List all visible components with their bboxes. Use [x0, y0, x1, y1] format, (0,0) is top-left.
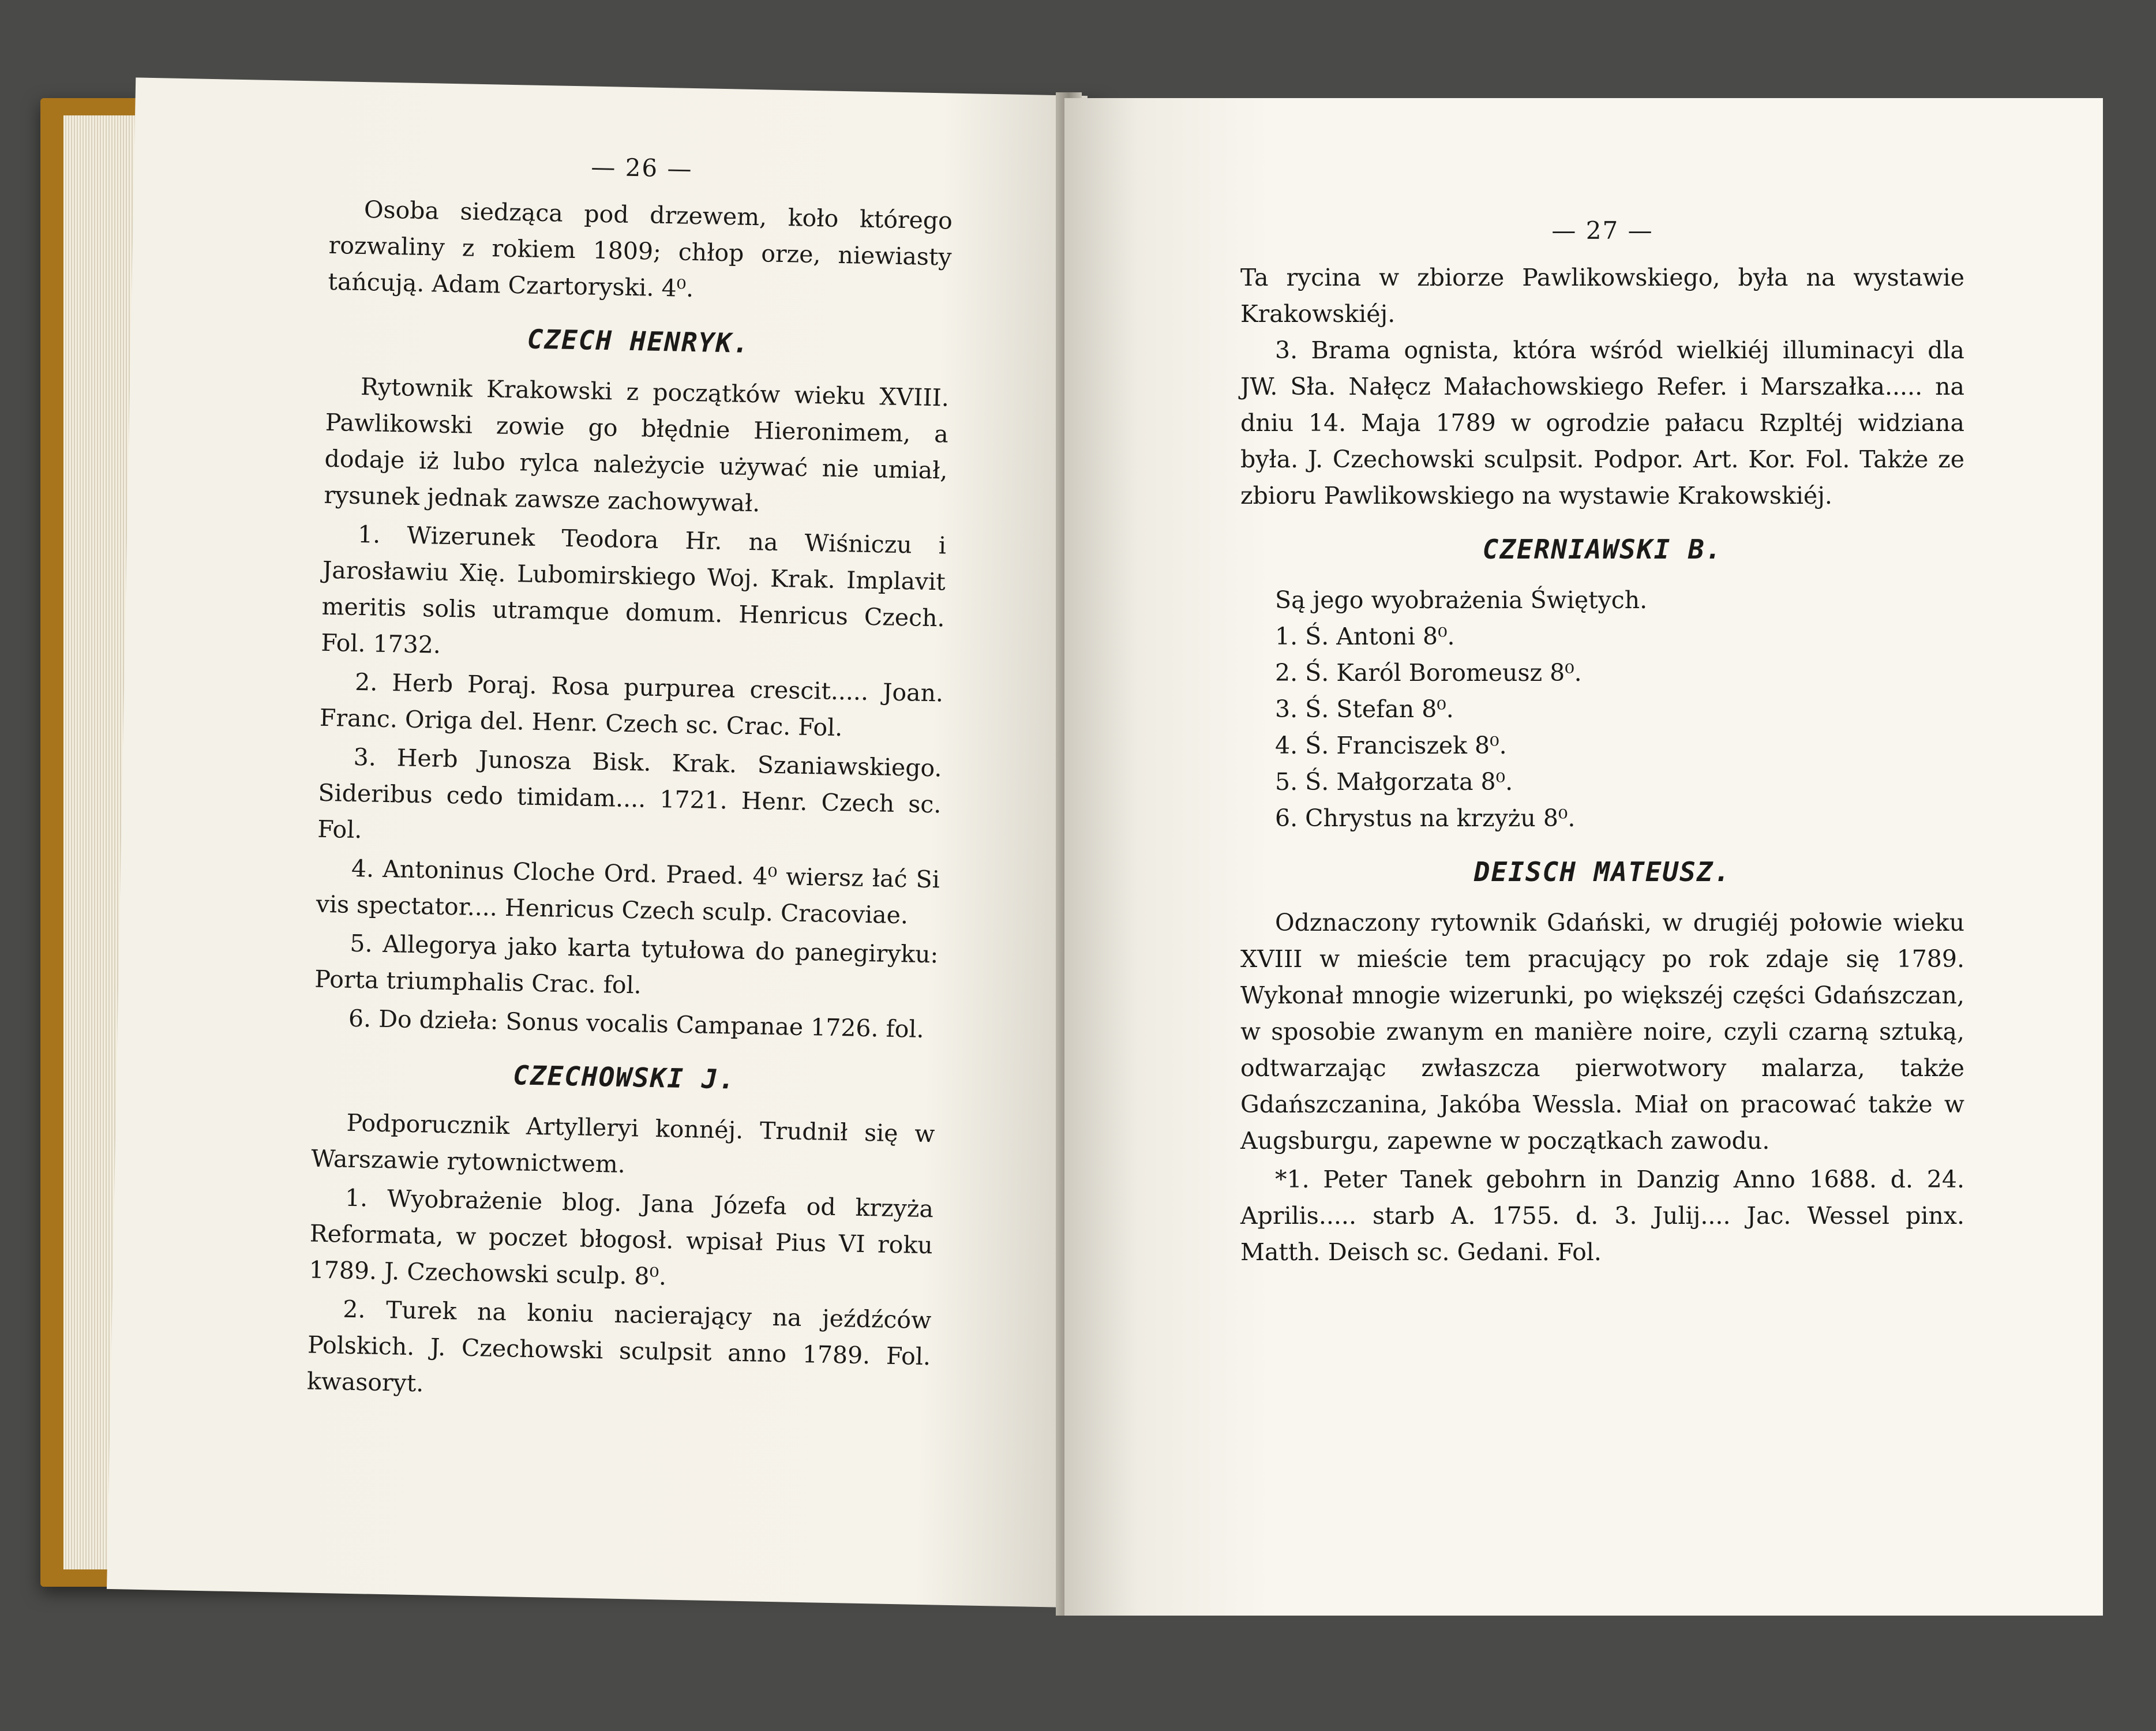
list-item: 6. Do dzieła: Sonus vocalis Campanae 1726. fol. [348, 1004, 925, 1043]
heading-czech-henryk: CZECH HENRYK. [527, 323, 751, 359]
list-item: 3. Herb Junosza Bisk. Krak. Szaniawskiego. Sideribus cedo timidam.... 1721. Henr. Czech sc. Fol. [317, 743, 943, 844]
heading-czechowski: CZECHOWSKI J. [512, 1059, 736, 1095]
list-item: 5. Ś. Małgorzata 8⁰. [1275, 768, 1513, 796]
page-number-left: — 26 — [590, 152, 693, 183]
list-item: 4. Antoninus Cloche Ord. Praed. 4⁰ wiersz łać Si vis spectator.... Henricus Czech sculp. Cracoviae. [316, 854, 940, 930]
list-item: 3. Ś. Stefan 8⁰. [1275, 695, 1454, 723]
list-item: 1. Wyobrażenie blog. Jana Józefa od krzyża Reformata, w poczet błogosł. wpisał Pius VI roku 1789. J. Czechowski sculp. 8⁰. [309, 1183, 934, 1291]
page-number-right: — 27 — [1551, 216, 1653, 245]
list-item: 1. Ś. Antoni 8⁰. [1275, 623, 1455, 650]
intro-text: Osoba siedząca pod drzewem, koło którego rozwaliny z rokiem 1809; chłop orze, niewiasty tańcują. Adam Czartoryski. 4⁰. [328, 196, 953, 303]
continuation-text: Ta rycina w zbiorze Pawlikowskiego, była na wystawie Krakowskiéj. [1240, 264, 1964, 328]
list-item: 6. Chrystus na krzyżu 8⁰. [1275, 804, 1576, 832]
list-item: 3. Brama ognista, która wśród wielkiéj illuminacyi dla JW. Sła. Nałęcz Małachowskiego Refer. i Marszałka..... na dniu 14. Maja 1789 w ogrodzie pałacu Rzpltéj widziana była. J. Czechowski sculpsit. Podpor. Art. Kor. Fol. Także ze zbioru Pawlikowskiego na wystawie Krakowskiéj. [1240, 336, 1964, 509]
list-item: 2. Herb Poraj. Rosa purpurea crescit..... Joan. Franc. Origa del. Henr. Czech sc. Crac. Fol. [319, 668, 944, 742]
list-item: 4. Ś. Franciszek 8⁰. [1275, 732, 1507, 759]
heading-deisch: DEISCH MATEUSZ. [1473, 856, 1731, 887]
right-page [1064, 98, 2103, 1616]
list-item: 1. Wizerunek Teodora Hr. na Wiśniczu i Jarosławiu Xię. Lubomirskiego Woj. Krak. Implavit meritis solis utramque domum. Henricus Czech. Fol. 1732. [321, 520, 947, 659]
czechowski-description: Podporucznik Artylleryi konnéj. Trudnił się w Warszawie rytownictwem. [310, 1108, 935, 1179]
list-item: 2. Ś. Karól Boromeusz 8⁰. [1275, 659, 1582, 687]
list-item: 5. Allegorya jako karta tytułowa do panegiryku: Porta triumphalis Crac. fol. [314, 929, 939, 999]
czech-description: Rytownik Krakowski z początków wieku XVIII. Pawlikowski zowie go błędnie Hieronimem, a dodaje iż lubo rylca należycie używać nie umiał, rysunek jednak zawsze zachowywał. [324, 372, 950, 518]
czerniawski-intro: Są jego wyobrażenia Świętych. [1275, 586, 1648, 614]
list-item: 2. Turek na koniu nacierający na jeźdźców Polskich. J. Czechowski sculpsit anno 1789. Fol. kwasoryt. [306, 1295, 932, 1397]
list-item: *1. Peter Tanek gebohrn in Danzig Anno 1688. d. 24. Aprilis..... starb A. 1755. d. 3. Julij.... Jac. Wessel pinx. Matth. Deisch sc. Gedani. Fol. [1240, 1166, 1964, 1266]
deisch-description: Odznaczony rytownik Gdański, w drugiéj połowie wieku XVIII w mieście tem pracujący po rok zdaje się 1789. Wykonał mnogie wizerunki, po większéj części Gdańszczan, w sposobie zwanym en manière noire, czyli czarną sztuką, odtwarzając zwłaszcza pierwotwory malarza, także Gdańszczanina, Jakóba Wessla. Miał on pracować także w Augsburgu, zapewne w początkach zawodu. [1240, 909, 1964, 1155]
heading-czerniawski: CZERNIAWSKI B. [1482, 534, 1723, 565]
left-page [107, 77, 1088, 1607]
